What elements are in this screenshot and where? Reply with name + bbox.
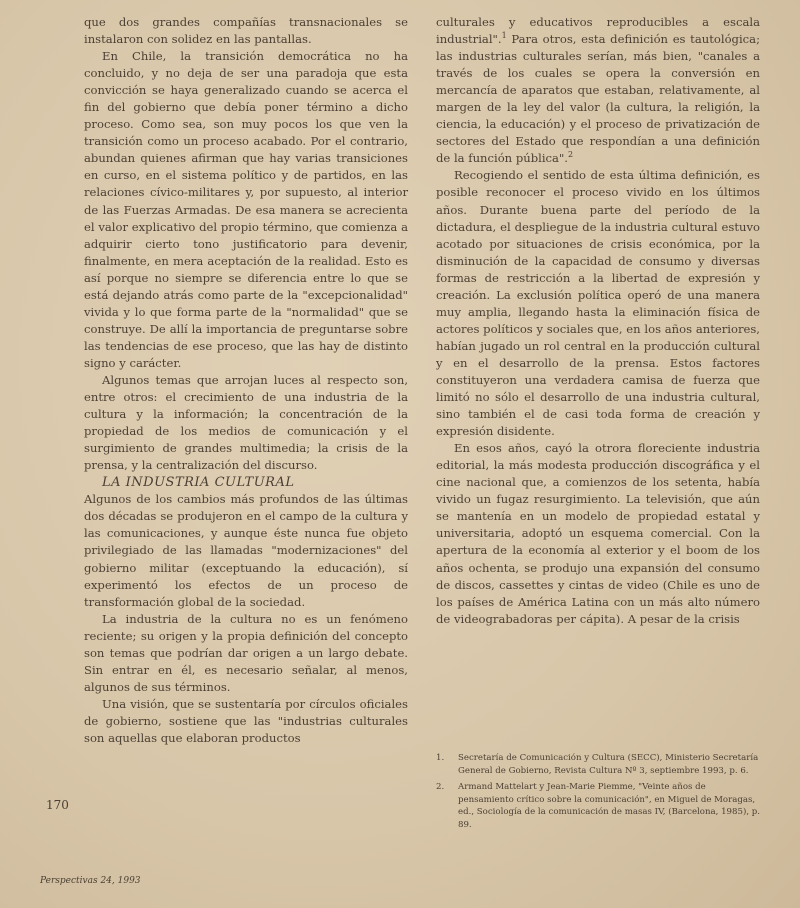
body-paragraph: En esos años, cayó la otrora floreciente industria editorial, la más modesta producción discográfica y el cine nacional que, a comienzos de los setenta, había vivido un fugaz resurgimiento. La televisión, que aún se mantenía en un modelo de propiedad estatal y universitaria, adoptó un esquema comercial. Con la apertura de la economía al exterior y el boom de los años ochenta, se produjo una expansión del consumo de discos, cassettes y cintas de video (Chile es uno de los países de América Latina con un más alto número de videograbadoras per cápita). A pesar de la crisis bbox=[436, 441, 760, 626]
footnote-number: 1. bbox=[436, 753, 445, 763]
body-paragraph: Algunos de los cambios más profundos de las últimas dos décadas se produjeron en el campo de la cultura y las comunicaciones, y aunque éste nunca fue objeto privilegiado de las llamadas "modernizaciones" del gobierno militar (exceptuando la educación), sí experimentó los efectos de un proceso de transformación global de la sociedad. bbox=[84, 492, 408, 609]
paragraph-text: culturales y educativos reproducibles a escala industrial". bbox=[436, 15, 760, 47]
running-footer: Perspectivas 24, 1993 bbox=[40, 876, 141, 886]
left-paragraphs-after bbox=[84, 491, 408, 747]
left-paragraphs-before bbox=[84, 14, 408, 474]
footnote bbox=[436, 752, 760, 777]
footnote-ref[interactable]: 1 bbox=[501, 31, 507, 41]
section-heading: LA INDUSTRIA CULTURAL bbox=[102, 475, 295, 491]
body-paragraph: que dos grandes compañías transnacionales se instalaron con solidez en las pantallas. bbox=[84, 15, 408, 47]
footnote bbox=[436, 781, 760, 831]
body-paragraph: Una visión, que se sustentaría por círculos oficiales de gobierno, sostiene que las "industrias culturales son aquellas que elaboran productos bbox=[84, 696, 408, 745]
page-number: 170 bbox=[46, 798, 69, 812]
footnote-text: Secretaría de Comunicación y Cultura (SECC), Ministerio Secretaría General de Gobierno, Revista Cultura Nº 3, septiembre 1993, p. 6. bbox=[458, 753, 759, 776]
footnotes bbox=[436, 752, 760, 835]
paragraph-text: Para otros, esta definición es tautológica; las industrias culturales serían, más bien, "canales a través de los cuales se opera la conversión en mercancía de aparatos que estaban, relativamente, al margen de la ley del valor (la cultura, la religión, la ciencia, la educación) y el proceso de privatización de sectores del Estado que respondían a una definición de la función pública". bbox=[436, 32, 760, 166]
footnote-number: 2. bbox=[436, 782, 445, 792]
right-column bbox=[436, 14, 760, 628]
body-paragraph: Algunos temas que arrojan luces al respecto son, entre otros: el crecimiento de una industria de la cultura y la información; la concentración de la propiedad de los medios de comunicación y el surgimiento de grandes multimedia; la crisis de la prensa, y la centralización del discurso. bbox=[84, 372, 408, 473]
footnote-ref[interactable]: 2 bbox=[567, 150, 574, 160]
body-paragraph: En Chile, la transición democrática no ha concluido, y no deja de ser una paradoja que esta convicción se haya generalizado cuando se acerca el fin del gobierno que debía poner término a dicho proceso. Como sea, son muy pocos los que ven la transición como un proceso acabado. Por el contrario, abundan quienes afirman que hay varias transiciones en curso, en el sistema político y de partidos, en las relaciones cívico-militares y, por supuesto, al interior de las Fuerzas Armadas. De esa manera se acrecienta el valor explicativo del propio término, que comienza a adquirir cierto tono justificatorio para devenir, finalmente, en mera aceptación de la realidad. Esto es así porque no siempre se diferencia entre lo que se está dejando atrás como parte de la "excepcionalidad" vivida y lo que forma parte de la "normalidad" que se construye. De allí la importancia de preguntarse sobre las tendencias de ese proceso, que las hay de distinto signo y carácter. bbox=[84, 49, 408, 370]
body-paragraph: Recogiendo el sentido de esta última definición, es posible reconocer el proceso vivido en los últimos años. Durante buena parte del período de la dictadura, el despliegue de la industria cultural estuvo acotado por situaciones de crisis económica, por la disminución de la capacidad de consumo y diversas formas de restricción a la libertad de expresión y creación. La exclusión política operó de una manera muy amplia, llegando hasta la eliminación física de actores políticos y sociales que, en los años anteriores, habían jugado un rol central en la producción cultural y en el desarrollo de la prensa. Estos factores constituyeron una verdadera camisa de fuerza que limitó no sólo el desarrollo de una industria cultural, sino también el de casi toda forma de creación y expresión disidente. bbox=[436, 168, 760, 439]
footnote-text: Armand Mattelart y Jean-Marie Piemme, "Veinte años de pensamiento crítico sobre la comunicación", en Miguel de Moragas, ed., Sociología de la comunicación de masas IV, (Barcelona, 1985), p. 89. bbox=[458, 782, 761, 830]
body-paragraph: La industria de la cultura no es un fenómeno reciente; su origen y la propia definición del concepto son temas que podrían dar origen a un largo debate. Sin entrar en él, es necesario señalar, al menos, algunos de sus términos. bbox=[84, 611, 408, 694]
left-column bbox=[84, 14, 408, 747]
body-paragraph bbox=[436, 14, 760, 167]
